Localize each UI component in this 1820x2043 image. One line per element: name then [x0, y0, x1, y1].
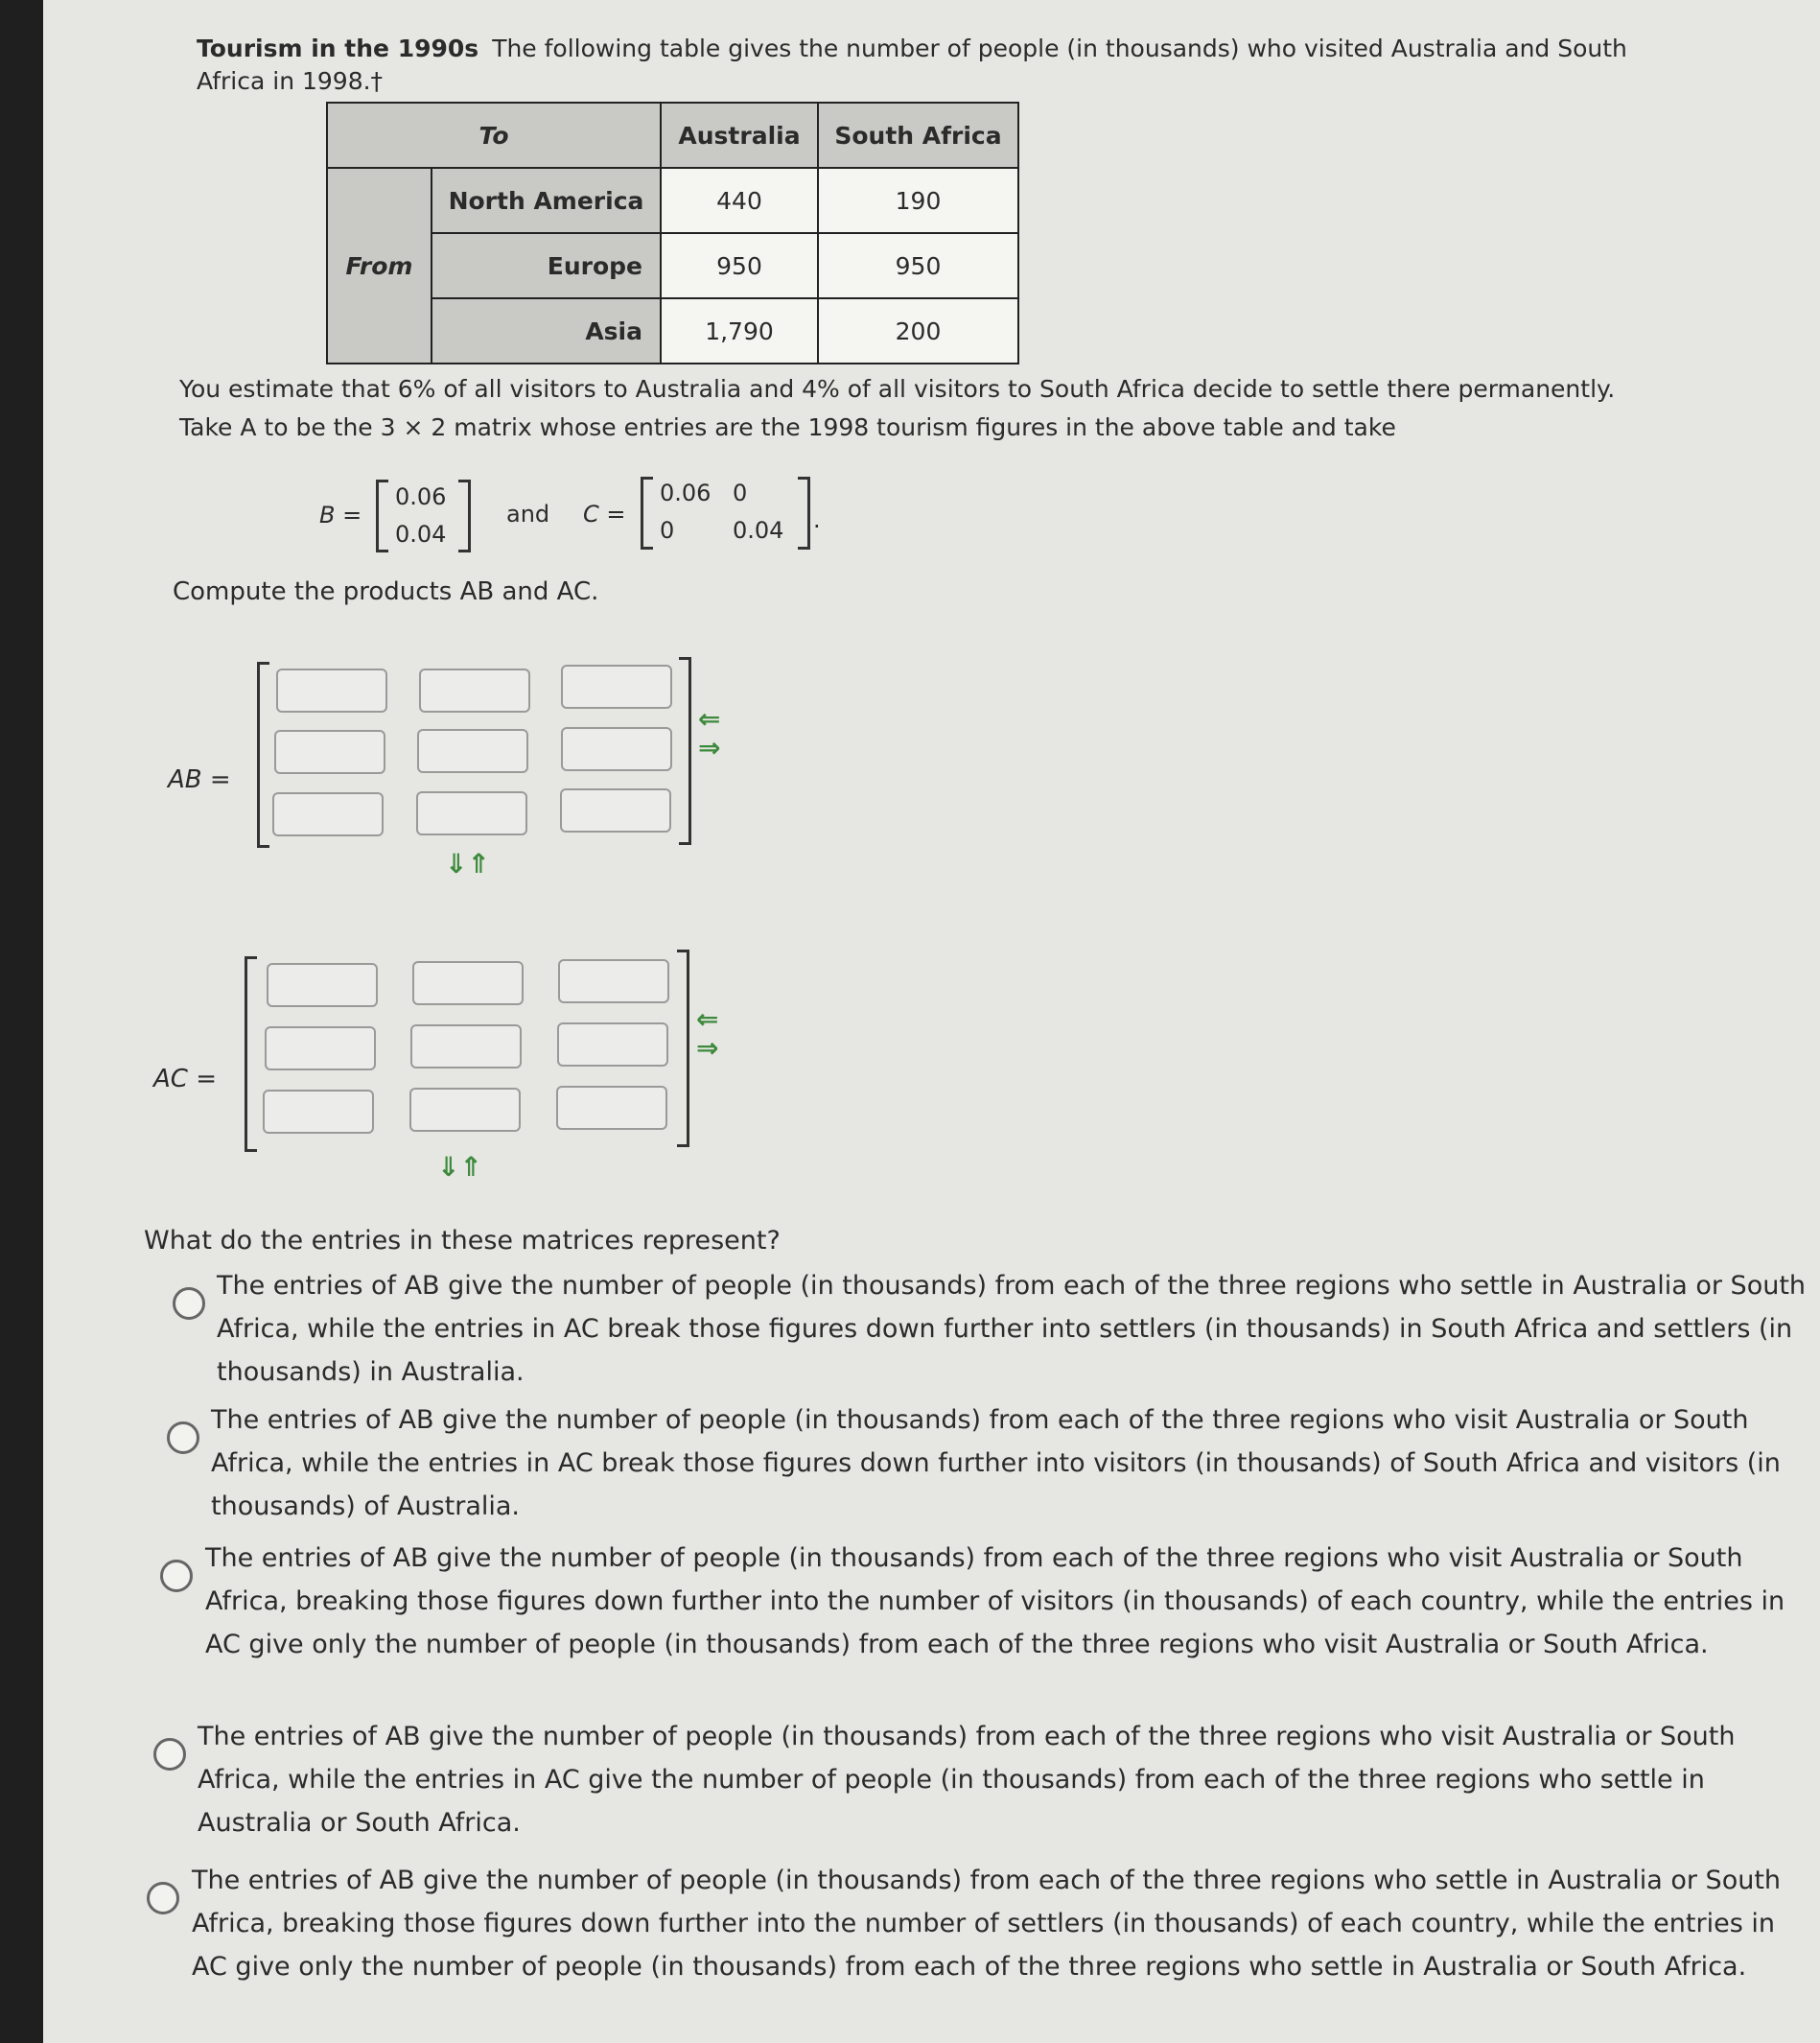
cell-value: 190	[818, 168, 1018, 233]
row-label-north-america: North America	[432, 168, 661, 233]
ab-label: AB =	[168, 765, 231, 794]
radio-option-4[interactable]	[153, 1738, 186, 1771]
b-entry: 0.04	[395, 521, 447, 548]
problem-title: Tourism in the 1990s	[197, 35, 479, 62]
table-row	[327, 168, 1018, 233]
question-text: What do the entries in these matrices represent?	[144, 1226, 781, 1256]
c-entry: 0	[733, 480, 748, 506]
ab-input[interactable]	[416, 791, 527, 835]
screen-bezel	[0, 0, 43, 2043]
cell-value: 200	[818, 298, 1018, 364]
ab-input[interactable]	[276, 669, 387, 713]
ab-input[interactable]	[272, 792, 384, 836]
radio-option-2[interactable]	[167, 1421, 199, 1454]
add-remove-column-icon[interactable]: ⇐ ⇒	[696, 1003, 719, 1064]
radio-option-5[interactable]	[147, 1882, 179, 1914]
b-entry: 0.06	[395, 483, 447, 510]
from-header: From	[327, 168, 432, 364]
ac-bracket-right	[677, 950, 689, 1147]
ab-input[interactable]	[561, 665, 672, 709]
ab-input[interactable]	[419, 669, 530, 713]
ac-input[interactable]	[265, 1026, 376, 1070]
tourism-table	[326, 102, 1019, 364]
radio-option-3[interactable]	[160, 1560, 193, 1592]
to-header: To	[327, 103, 661, 168]
ac-input[interactable]	[558, 959, 669, 1003]
problem-intro: The following table gives the number of people (in thousands) who visited Australia and South Africa in 1998.†	[197, 35, 1627, 95]
ac-input[interactable]	[267, 963, 378, 1007]
paragraph-line: You estimate that 6% of all visitors to Australia and 4% of all visitors to South Africa decide to settle there permanently.	[179, 375, 1616, 403]
paragraph-line: Take A to be the 3 × 2 matrix whose entries are the 1998 tourism figures in the above table and take	[179, 413, 1396, 441]
ab-input[interactable]	[274, 730, 385, 774]
ab-bracket-right	[679, 657, 691, 845]
ac-input[interactable]	[412, 961, 524, 1005]
row-label-asia: Asia	[432, 298, 661, 364]
c-entry: 0	[660, 517, 675, 544]
add-remove-row-icon[interactable]: ⇓⇑	[445, 848, 490, 880]
ab-bracket-left	[257, 662, 269, 848]
option-text: The entries of AB give the number of people (in thousands) from each of the three regions who visit Australia or South Africa, while the entries in AC break those figures down further into visitors (in thousands) of South Africa and visitors (in thousands) of Australia.	[211, 1405, 1781, 1521]
compute-instruction: Compute the products AB and AC.	[173, 577, 599, 606]
bracket-right	[458, 480, 471, 552]
add-remove-row-icon[interactable]: ⇓⇑	[437, 1151, 482, 1183]
col-australia: Australia	[661, 103, 818, 168]
option-text: The entries of AB give the number of people (in thousands) from each of the three regions who visit Australia or South Africa, breaking those figures down further into the number of visitors (in thousands) of each country, while the entries in AC give only the number of people (in thousands) from each of the three regions who visit Australia or South Africa.	[205, 1543, 1785, 1659]
problem-paragraph	[179, 370, 1675, 447]
ab-input[interactable]	[417, 729, 528, 773]
table-row	[327, 233, 1018, 298]
option-text: The entries of AB give the number of people (in thousands) from each of the three regions who settle in Australia or South Africa, while the entries in AC break those figures down further into settlers (in thousands) in South Africa and settlers (in thousands) in Australia.	[217, 1271, 1807, 1387]
period: .	[813, 506, 821, 533]
col-south-africa: South Africa	[818, 103, 1018, 168]
row-label-europe: Europe	[432, 233, 661, 298]
ac-input[interactable]	[263, 1090, 374, 1134]
c-entry: 0.06	[660, 480, 712, 506]
ab-input[interactable]	[561, 727, 672, 771]
c-label: C =	[583, 501, 626, 528]
b-label: B =	[319, 502, 362, 528]
add-remove-column-icon[interactable]: ⇐ ⇒	[698, 703, 721, 763]
cell-value: 950	[818, 233, 1018, 298]
bracket-right	[798, 477, 810, 550]
ac-bracket-left	[245, 956, 257, 1152]
ac-label: AC =	[153, 1065, 217, 1093]
and-text: and	[506, 501, 550, 528]
table-header-row	[327, 103, 1018, 168]
problem-heading	[197, 33, 1654, 98]
cell-value: 440	[661, 168, 818, 233]
cell-value: 950	[661, 233, 818, 298]
bracket-left	[641, 477, 653, 550]
c-entry: 0.04	[733, 517, 784, 544]
table-row	[327, 298, 1018, 364]
ac-input[interactable]	[557, 1022, 668, 1067]
cell-value: 1,790	[661, 298, 818, 364]
radio-option-1[interactable]	[173, 1287, 205, 1320]
bracket-left	[376, 480, 388, 552]
ac-input[interactable]	[410, 1024, 522, 1068]
option-text: The entries of AB give the number of people (in thousands) from each of the three regions who settle in Australia or South Africa, breaking those figures down further into the number of settlers (in thousands) of each country, while the entries in AC give only the number of people (in thousands) from each of the three regions who settle in Australia or South Africa.	[192, 1866, 1782, 1982]
ac-input[interactable]	[409, 1088, 521, 1132]
option-text: The entries of AB give the number of people (in thousands) from each of the three regions who visit Australia or South Africa, while the entries in AC give the number of people (in thousands) from each of the three regions who settle in Australia or South Africa.	[198, 1722, 1736, 1838]
ab-input[interactable]	[560, 788, 671, 833]
ac-input[interactable]	[556, 1086, 667, 1130]
